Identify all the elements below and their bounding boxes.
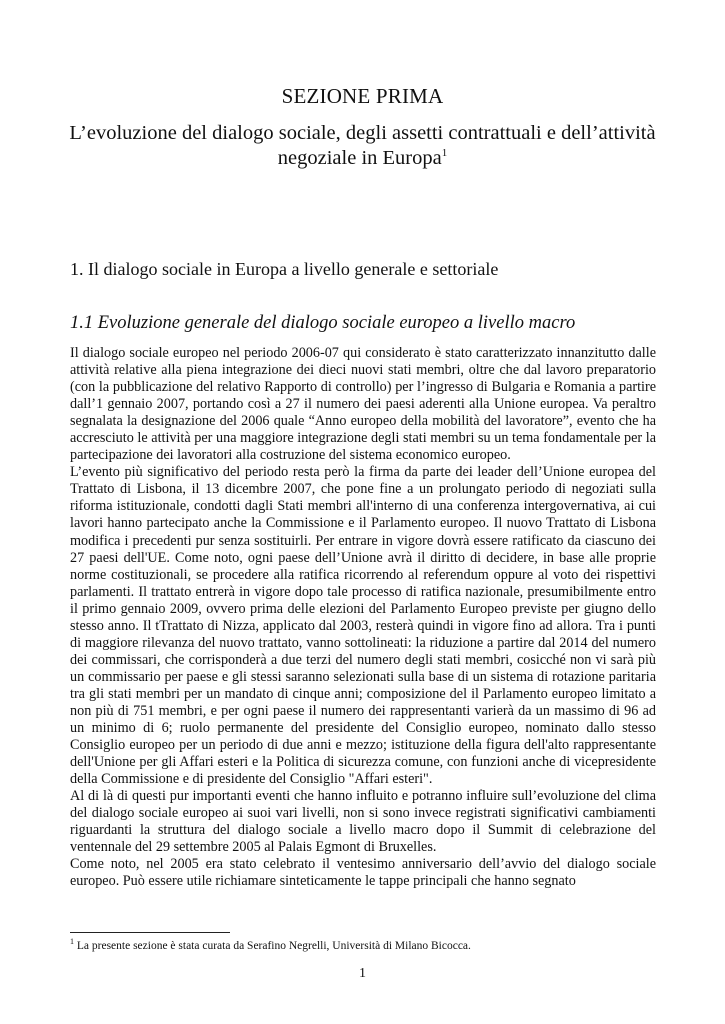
body-text	[70, 345, 656, 891]
paragraph-1: Il dialogo sociale europeo nel periodo 2006-07 qui considerato è stato caratterizzato innanzitutto dalle attività relative alla piena integrazione dei dieci nuovi stati membri, oltre che dal lavoro preparatorio (con la pubblicazione del relativo Rapporto di controllo) per l’ingresso di Bulgaria e Romania a partire dall’1 gennaio 2007, portando così a 27 il numero dei paesi aderenti alla Unione europea. Va peraltro segnalata la designazione del 2006 quale “Anno europeo della mobilità del lavoratore”, evento che ha accresciuto le attività per una maggiore integrazione degli stati membri su un tema fondamentale per la partecipazione dei lavoratori alla costruzione del sistema economico europeo.	[70, 345, 656, 464]
section-title: SEZIONE PRIMA	[281, 84, 444, 108]
footnote-marker: 1	[70, 937, 74, 947]
heading-2: 1.1 Evoluzione generale del dialogo sociale europeo a livello macro	[70, 313, 576, 333]
main-title-text: L’evoluzione del dialogo sociale, degli assetti contrattuali e dell’attività negoziale in Europa	[69, 122, 656, 169]
footnote-reference[interactable]: 1	[441, 147, 448, 160]
paragraph-4: Come noto, nel 2005 era stato celebrato il ventesimo anniversario dell’avvio del dialogo sociale europeo. Può essere utile richiamare sinteticamente le tappe principali che hanno segnato	[70, 856, 656, 890]
heading-1: 1. Il dialogo sociale in Europa a livello generale e settoriale	[70, 259, 499, 279]
paragraph-3: Al di là di questi pur importanti eventi che hanno influito e potranno influire sull’evoluzione del clima del dialogo sociale europeo ai suoi vari livelli, non si sono invece registrati significativi cambiamenti riguardanti la struttura del dialogo sociale a livello macro dopo il Summit di celebrazione del ventennale del 29 settembre 2005 al Palais Egmont di Bruxelles.	[70, 788, 656, 856]
footnote-divider	[70, 932, 230, 933]
footnote	[70, 939, 656, 953]
page-number: 1	[359, 966, 366, 981]
footnote-text: La presente sezione è stata curata da Serafino Negrelli, Università di Milano Bicocca.	[76, 940, 471, 952]
paragraph-2: L’evento più significativo del periodo resta però la firma da parte dei leader dell’Unione europea del Trattato di Lisbona, il 13 dicembre 2007, che pone fine a un prolungato periodo di negoziati sulla riforma istituzionale, condotti dagli Stati membri all'interno di una conferenza intergovernativa, ai cui lavori hanno partecipato anche la Commissione e il Parlamento europeo. Il nuovo Trattato di Lisbona modifica i precedenti pur senza sostituirli. Per entrare in vigore dovrà essere ratificato da ciascuno dei 27 paesi dell'UE. Come noto, ogni paese dell’Unione avrà il diritto di decidere, in base alle proprie norme costituzionali, se procedere alla ratifica ricorrendo al referendum oppure al voto dei rispettivi parlamenti. Il trattato entrerà in vigore dopo tale processo di ratifica nazionale, presumibilmente entro il primo gennaio 2009, ovvero prima delle elezioni del Parlamento Europeo previste per giugno dello stesso anno. Il tTrattato di Nizza, applicato dal 2003, resterà quindi in vigore fino ad allora. Tra i punti di maggiore rilevanza del nuovo trattato, vanno sottolineati: la riduzione a partire dal 2014 del numero dei commissari, che corrisponderà a due terzi del numero degli stati membri, cosicché non vi sarà più un commissario per paese e gli stessi saranno selezionati sulla base di un sistema di rotazione paritaria tra gli stati membri per un mandato di cinque anni; composizione del il Parlamento europeo limitato a non più di 751 membri, e per ogni paese il numero dei rappresentanti varierà da un massimo di 96 ad un minimo di 6; ruolo permanente del presidente del Consiglio europeo, nominato dallo stesso Consiglio europeo per un periodo di due anni e mezzo; istituzione della figura dell'alto rappresentante dell'Unione per gli Affari esteri e la Politica di sicurezza comune, con funzioni anche di vicepresidente della Commissione e di presidente del Consiglio "Affari esteri".	[70, 464, 656, 788]
main-title	[60, 121, 665, 171]
